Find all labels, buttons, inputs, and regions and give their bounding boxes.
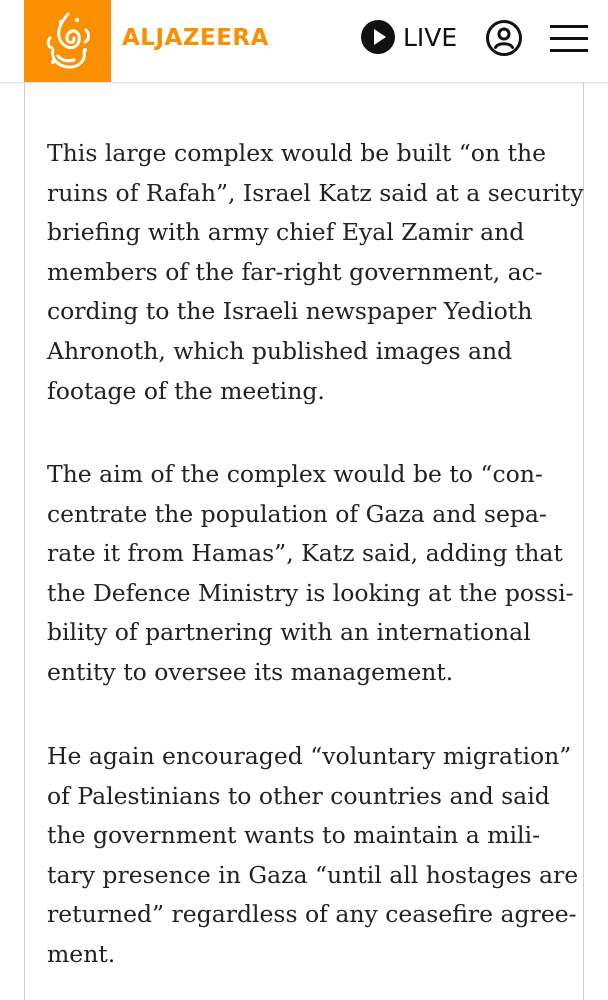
paragraph-line: footage of the meeting. (47, 376, 325, 405)
paragraph-line: entity to oversee its management. (47, 657, 454, 686)
paragraph-line: the Defence Ministry is looking at the possi- (47, 578, 574, 607)
article-paragraph (47, 134, 584, 411)
article-paragraph (47, 455, 574, 693)
site-header (0, 0, 608, 83)
menu-icon (550, 23, 588, 55)
account-icon (485, 19, 523, 57)
live-button[interactable] (360, 18, 457, 56)
paragraph-line: of Palestinians to other countries and said (47, 781, 550, 810)
aljazeera-logo-icon (41, 10, 95, 72)
paragraph-line: briefing with army chief Eyal Zamir and (47, 218, 525, 247)
paragraph-line: returned” regardless of any ceasefire agree- (47, 900, 577, 929)
brand-name[interactable]: ALJAZEERA (122, 25, 269, 51)
menu-button[interactable] (550, 23, 588, 55)
live-label: LIVE (403, 22, 458, 52)
paragraph-line: He again encouraged “voluntary migration” (47, 742, 572, 770)
account-button[interactable] (485, 19, 523, 57)
paragraph-line: tary presence in Gaza “until all hostages are (47, 860, 579, 889)
paragraph-line: members of the far-right government, ac- (47, 257, 543, 286)
aljazeera-logo[interactable] (24, 0, 111, 82)
paragraph-line: This large complex would be built “on the (47, 139, 547, 167)
paragraph-line: cording to the Israeli newspaper Yedioth (47, 297, 533, 326)
paragraph-line: ment. (47, 939, 116, 968)
paragraph-line: bility of partnering with an international (47, 618, 531, 647)
article-body (24, 82, 584, 1000)
paragraph-line: The aim of the complex would be to “con- (47, 460, 543, 488)
paragraph-line: the government wants to maintain a mili- (47, 821, 541, 850)
play-icon (360, 19, 396, 55)
paragraph-line: Ahronoth, which published images and (47, 336, 513, 365)
paragraph-line: ruins of Rafah”, Israel Katz said at a security (47, 178, 584, 207)
article-paragraph (47, 737, 579, 975)
paragraph-line: centrate the population of Gaza and sepa- (47, 499, 547, 528)
paragraph-line: rate it from Hamas”, Katz said, adding that (47, 539, 563, 568)
